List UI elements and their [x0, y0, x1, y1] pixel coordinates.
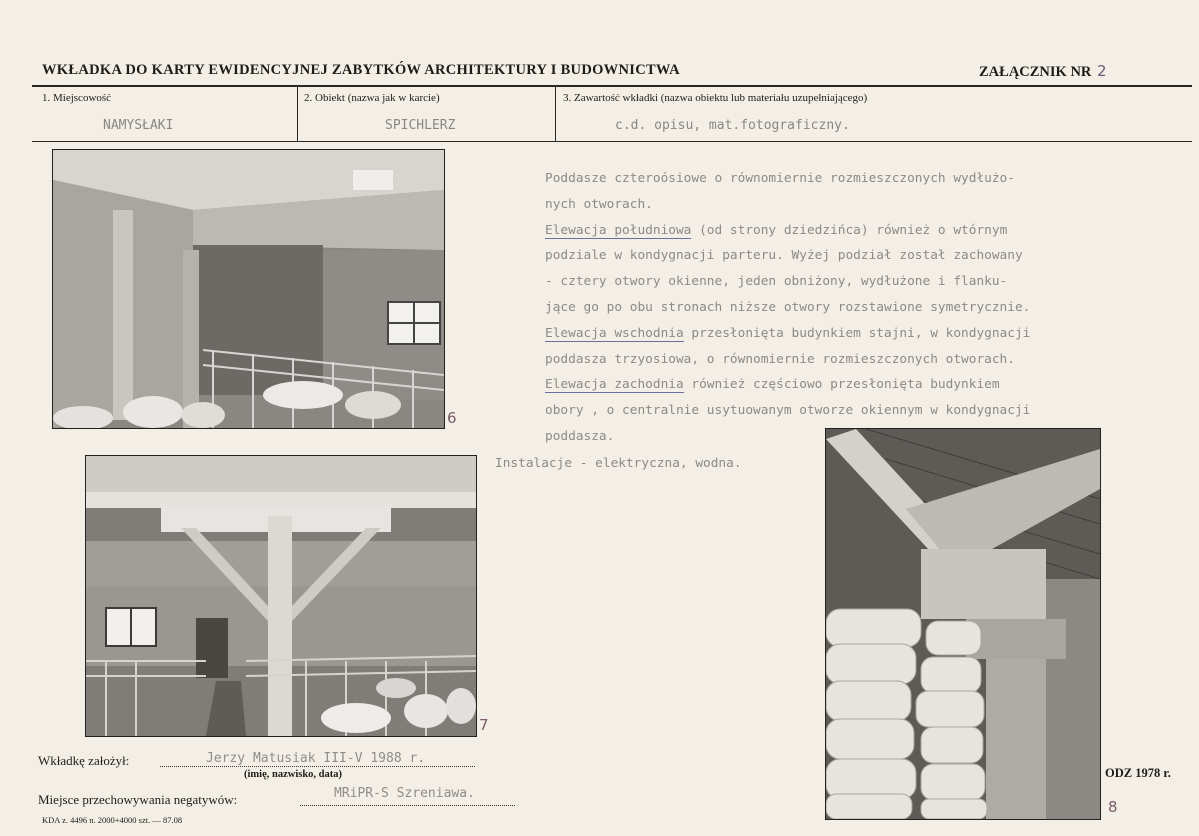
- founder-dotted-line: [160, 766, 475, 767]
- photo-number: 8: [1108, 798, 1118, 816]
- photo-beam-sacks-image: [826, 429, 1100, 819]
- field-divider-1: [297, 86, 298, 142]
- content-label: 3. Zawartość wkładki (nazwa obiektu lub materiału uzupełniającego): [563, 92, 868, 104]
- content-value: c.d. opisu, mat.fotograficzny.: [615, 118, 850, 133]
- desc-line: Elewacja zachodnia również częściowo przesłonięta budynkiem: [545, 377, 1000, 393]
- desc-line: poddasza trzyosiowa, o równomiernie rozmieszczonych otworach.: [545, 351, 1015, 367]
- desc-line: Poddasze czteroósiowe o równomiernie rozmieszczonych wydłużo-: [545, 171, 1015, 186]
- desc-line: poddasza.: [545, 428, 615, 444]
- founder-label: Wkładkę założył:: [38, 753, 130, 768]
- field-divider-2: [555, 86, 556, 142]
- desc-line: nych otworach.: [545, 196, 653, 212]
- object-label: 2. Obiekt (nazwa jak w karcie): [304, 92, 440, 104]
- photo-barn-posts: [85, 455, 477, 737]
- negatives-dotted-line: [300, 805, 515, 806]
- photo-number: 6: [447, 409, 457, 427]
- photo-interior-pens: [52, 149, 445, 429]
- annex-label: [979, 62, 1107, 81]
- founder-value: Jerzy Matusiak III-V 1988 r.: [206, 751, 426, 766]
- print-info: KDA z. 4496 n. 2000+4000 szt. — 87.08: [42, 815, 183, 825]
- negatives-value: MRiPR-S Szreniawa.: [334, 786, 475, 801]
- photo-number: 7: [479, 716, 489, 734]
- west-elevation-heading: Elewacja zachodnia: [545, 377, 684, 393]
- installations-text: Instalacje - elektryczna, wodna.: [495, 456, 742, 471]
- photo-interior-pens-image: [53, 150, 444, 428]
- desc-line: Elewacja wschodnia przesłonięta budynkiem stajni, w kondygnacji: [545, 325, 1031, 341]
- east-elevation-heading: Elewacja wschodnia: [545, 325, 684, 341]
- header-rule-top: [32, 85, 1192, 87]
- desc-line: obory , o centralnie usytuowanym otworze okiennym w kondygnacji: [545, 403, 1031, 419]
- annex-label-text: ZAŁĄCZNIK NR: [979, 64, 1092, 80]
- object-value: SPICHLERZ: [385, 118, 456, 133]
- header-rule-bottom: [32, 141, 1192, 142]
- desc-line: Elewacja południowa (od strony dziedzińca) również o wtórnym: [545, 222, 1008, 238]
- annex-number: 2: [1097, 62, 1107, 80]
- card-title: WKŁADKA DO KARTY EWIDENCYJNEJ ZABYTKÓW ARCHITEKTURY I BUDOWNICTWA: [42, 62, 680, 78]
- form-code: ODZ 1978 r.: [1105, 766, 1171, 780]
- south-elevation-heading: Elewacja południowa: [545, 222, 692, 238]
- desc-line: jące go po obu stronach niższe otwory rozstawione symetrycznie.: [545, 299, 1031, 315]
- locality-label: 1. Miejscowość: [42, 92, 112, 104]
- founder-hint: (imię, nazwisko, data): [244, 769, 342, 780]
- description-text: [545, 166, 1185, 450]
- photo-barn-posts-image: [86, 456, 476, 736]
- photo-beam-sacks: [825, 428, 1101, 820]
- locality-value: NAMYSŁAKI: [103, 118, 174, 133]
- desc-line: - cztery otwory okienne, jeden obniżony, wydłużone i flanku-: [545, 274, 1008, 290]
- negatives-label: Miejsce przechowywania negatywów:: [38, 792, 238, 807]
- desc-line: podziale w kondygnacji parteru. Wyżej podział został zachowany: [545, 248, 1023, 264]
